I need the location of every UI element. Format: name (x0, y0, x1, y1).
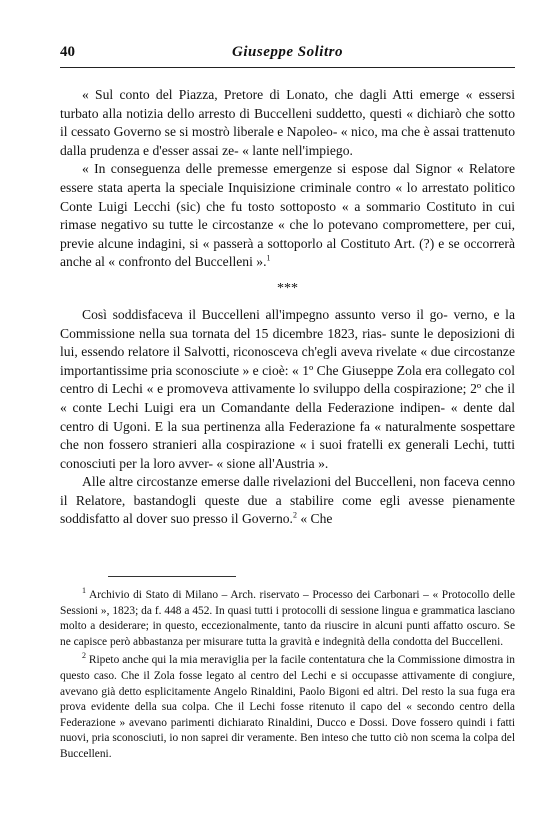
footnote-mark: 1 (82, 586, 86, 596)
footnote-ref: 2 (292, 510, 297, 520)
paragraph-inquisizione (60, 160, 515, 272)
footnote-text: Archivio di Stato di Milano – Arch. riservato – Processo dei Carbonari – « Protocollo delle Sessioni », 1823; da f. 448 a 452. In quasi tutti i protocolli di sessione lingua e grammatica lasciano molto a desiderare; in questo, eccezionalmente, tanto da riuscire in alcuni punti affatto oscuro. Se ne capisce però abbastanza per misurare tutta la gravità e indegnità della condotta del Buccelleni. (60, 589, 516, 648)
paragraph-text: Alle altre circostanze emerse dalle rivelazioni del Buccelleni, non faceva cenno il Relatore, bastandogli queste due a stabilire come egli avesse pienamente soddisfatto al dover suo presso il Governo. (60, 474, 515, 527)
header-rule (60, 67, 515, 68)
footnote-ref: 1 (266, 253, 271, 263)
footnote-mark: 2 (82, 651, 86, 661)
section-asterism: *** (277, 280, 298, 296)
footnote-rule (108, 576, 236, 577)
footnote-text: Ripeto anche qui la mia meraviglia per la facile contentatura che la Commissione dimostra in questo caso. Che il Zola fosse legato al centro del Lechi e si occupasse attivamente di congiure, avevano già detto esplicitamente Angelo Rinaldini, Paolo Bigoni ed altri. Del resto la sua fuga era prova evidente della sua colpa. Che il Lechi fosse ritenuto il capo del « secondo centro della Federazione » avevano parimenti dichiarato Rinaldini, Ducco e Dossi. Dove fossero quindi i fatti nuovi, pria sconosciuti, io non saprei dir veramente. Ben inteso che tutto ciò non scema la colpa del Buccelleni. (60, 654, 515, 760)
running-head: Giuseppe Solitro (232, 44, 343, 60)
paragraph-piazza (60, 86, 515, 160)
paragraph-text: « Sul conto del Piazza, Pretore di Lonato, che dagli Atti emerge « essersi turbato alla notizia dello arresto di Buccelleni suddetto, questi « dichiarò che sotto il cessato Governo se si mostrò liberale e Napoleo- « nico, ma che è assai trattenuto dalla prudenza e d'esser assai ze- « lante nell'impiego. (60, 87, 515, 158)
paragraph-text-tail: « Che (296, 511, 333, 527)
paragraph-relatore (60, 473, 515, 529)
paragraph-commissione (60, 306, 515, 473)
paragraph-text: « In conseguenza delle premesse emergenze si espose dal Signor « Relatore essere stata aperta la speciale Inquisizione criminale contro « lo arrestato politico Conte Luigi Lecchi (sic) che fu tosto sottoposto « a sommario Costituto in cui rimase negativo su tutte le circostanze « che lo potevano compromettere, per cui, previe alcune indagini, si « passerà a sottoporlo al Costituto Art. (?) e se occorrerà anche al « confronto del Buccelleni ». (60, 161, 515, 270)
footnote-2 (60, 653, 515, 762)
footnote-1 (60, 588, 515, 650)
page-number: 40 (60, 44, 75, 60)
page-header (60, 44, 515, 66)
paragraph-text: Così soddisfaceva il Buccelleni all'impegno assunto verso il go- verno, e la Commissione nella sua tornata del 15 dicembre 1823, rias- sunte le deposizioni di lui, essendo relatore il Salvotti, riconosceva ch'egli aveva rivelate « due circostanze importantissime pria sconosciute » e cioè: « 1º Che Giuseppe Zola era collegato col centro di Lechi « e promoveva attivamente lo sviluppo della cospirazione; 2º che il « conte Lechi Luigi era un Comandante della Federazione indipen- « dente dal centro di Ugoni. E la sua pertinenza alla Federazione fa « naturalmente sospettare che non fossero stranieri alla cospirazione « i suoi fratelli ex generali Lechi, tutti conosciuti per la loro avver- « sione all'Austria ». (60, 306, 515, 471)
main-text (60, 86, 515, 529)
footnotes (60, 588, 515, 763)
